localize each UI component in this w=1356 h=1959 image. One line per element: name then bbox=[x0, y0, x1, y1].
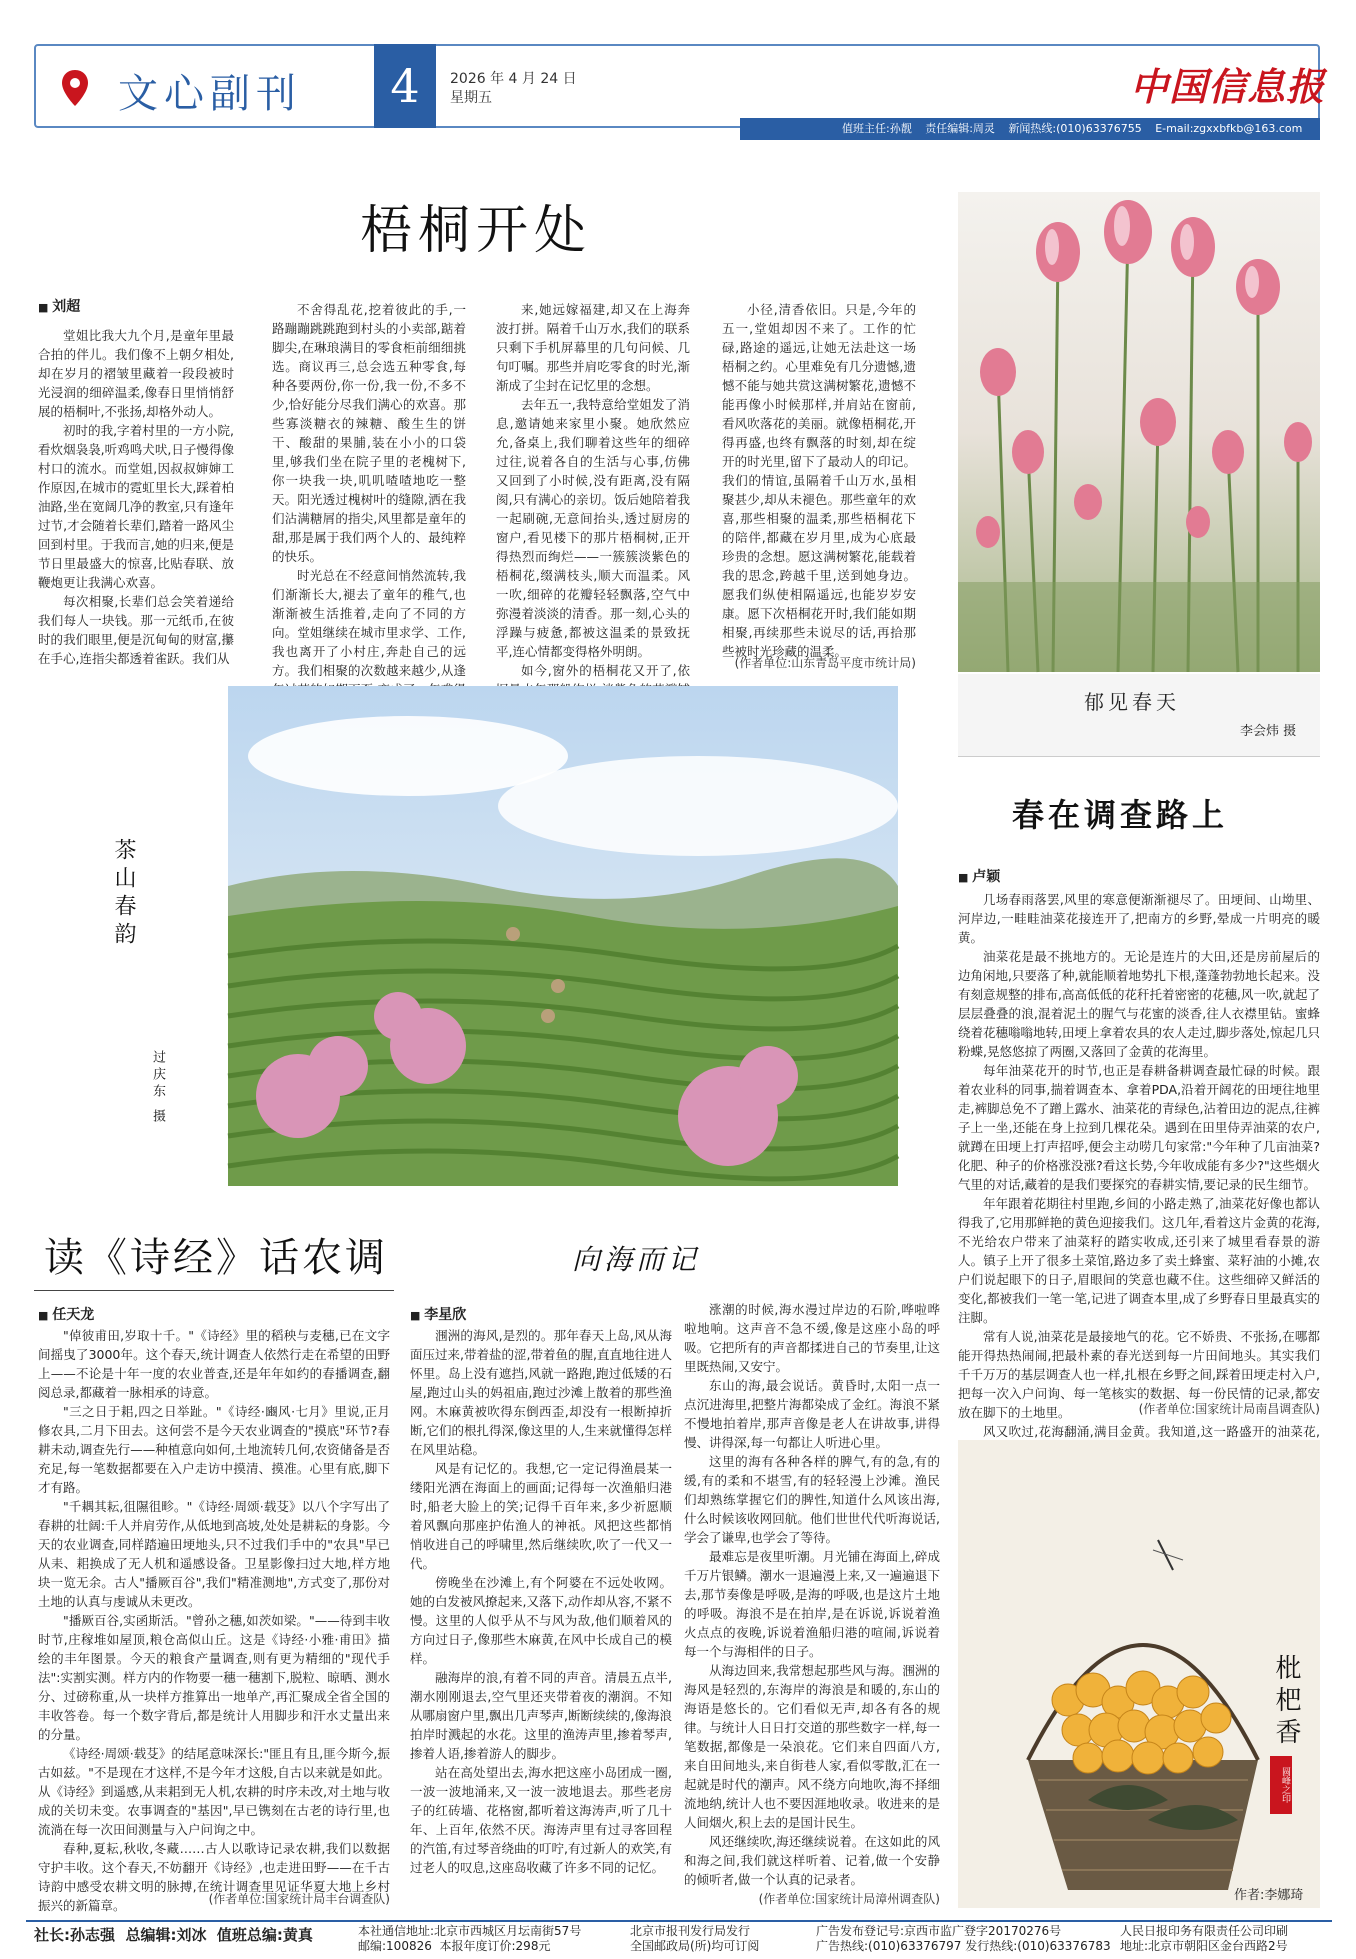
author-affiliation: (作者单位:山东青岛平度市统计局) bbox=[734, 656, 916, 670]
article-author: ■ 刘超 bbox=[38, 296, 80, 316]
issue-date: 2026 年 4 月 24 日 星期五 bbox=[450, 71, 577, 106]
painting-credit: 作者:李娜琦 bbox=[1234, 1888, 1304, 1903]
article-title: 向海而记 bbox=[572, 1243, 701, 1276]
page-number: 4 bbox=[374, 44, 436, 128]
loquat-painting bbox=[958, 1440, 1320, 1908]
photo-credit: 过庆东 摄 bbox=[150, 1050, 165, 1127]
editor-info-bar: 值班主任:孙靓 责任编辑:周灵 新闻热线:(010)63376755 E-mail:zgxxbfkb@163.com bbox=[740, 118, 1320, 140]
author-affiliation: (作者单位:国家统计局丰台调查队) bbox=[208, 1892, 390, 1906]
photo-caption: 茶山春韵 bbox=[111, 838, 136, 950]
section-title: 文心副刊 bbox=[118, 71, 302, 117]
article-title: 读《诗经》话农调 bbox=[44, 1235, 388, 1281]
article-column: 不舍得乱花,挖着彼此的手,一路蹦蹦跳跳跑到村头的小卖部,踮着脚尖,在琳琅满目的零食柜前细细挑选。商议再三,总会选五种零食,每种各要两份,你一份,我一份,不多不少,恰好能分尽我们满心的欢喜。那些寡淡糖衣的辣糖、酸生生的饼干、酸甜的果脯,装在小小的口袋里,够我们坐在院子里的老槐树下,你一块我一块,叽叽喳喳地吃一整天。阳光透过槐树叶的缝隙,洒在我们沾满糖屑的指尖,风里都是童年的甜,那是属于我们两个人的、最纯粹的快乐。 时光总在不经意间悄然流转,我们渐渐长大,褪去了童年的稚气,也渐渐被生活推着,走向了不同的方向。堂姐继续在城市里求学、工作,我也离开了小村庄,奔赴自己的远方。我们相聚的次数越来越少,从逢 bbox=[272, 302, 466, 678]
masthead-logo: 中国信息报 bbox=[1130, 64, 1326, 109]
tea-field-photo bbox=[228, 686, 898, 1186]
article-body: "倬彼甫田,岁取十千。"《诗经》里的稻秧与麦穗,已在文字间摇曳了3000年。这个春天,统计调查人依然行走在希望的田野上——不论是十年一度的农业普查,还是年年如约的春播调查,翻阅总录,都藏着一脉相承的诗意。 "三之日于耜,四之日举趾。"《诗经·豳风·七月》里说,正月修农具,二月下田去。这何尝不是今天农业调查的"摸底"环节?春耕未动,调查先行——种植意向如何,土地流转几何,农资储备是否充足,每一笔数据都要在入户走访中摸清、摸准。心里有底,脚下才有路。 "千耦其耘,徂隰徂畛。"《诗经·周颂·载芟》以八个字写出了春耕的壮阔:千人并肩劳作,从低地到高坡,处处是耕耘的身影。今天的农业调查,同样踏遍田埂地头,只不过我们手中的"农具"早已从耒、耜换成了无人机和遥感设备。卫星影像扫过大地,样方地块一览无余。古人"播厥百谷",我们"精准测地",方式变了,那份对土地的认真与虔诚从未更改。 "播厥百谷,实函斯活。"曾孙之穗,如茨如梁。"——待到丰收时节,庄稼堆如屋顶,粮仓高似山丘。这是《诗经·小雅·甫田》描绘的丰年图景。今天的粮食产量调查,则有更为精细的"现代手法":实割实测。样方内的作物要一穗一穗割下,脱粒、晾晒、测水分、过磅称重,从一块样方推算出一地单产,再汇聚成全省全国的丰收答卷。每一个数字背后,都是统计人用脚步和汗水丈量出来的分量。 《诗经·周颂·载芟》的结尾意味深长:"匪且有且,匪今斯今,振古如兹。"不是现在才这样,不是今年才这般,自古以来就是如此。从《诗经》到遥感,从耒耜到无人机,农耕的时序未改,对土地与收成的关切未变。农事调查的"基因",早已镌刻在古老的诗行里,也流淌在每一次田间测量与入户问询之中。 春种,夏耘,秋收,冬藏……古人以歌诗记录农耕,我们以数据守护丰收。这个春天,不妨翻开《诗经》,也走进田野——在千古诗韵中感受农耕文明的脉搏,在统计调查里见证华夏大地上乡村振兴的新篇章。 bbox=[38, 1328, 390, 1913]
photo-credit: 李会炜 摄 bbox=[1240, 724, 1297, 739]
article-column: 堂姐比我大九个月,是童年里最合拍的伴儿。我们像不上朝夕相处,却在岁月的褶皱里藏着一段段被时光浸润的细碎温柔,像春日里悄悄舒展的梧桐叶,不张扬,却格外动人。 初时的我,字着村里的一方小院,看炊烟袅袅,听鸡鸣犬吠,日子慢得像村口的流水。而堂姐,因叔叔婶婶工作原因,在城市的霓虹里长大,踩着柏油路,坐在宽阔几净的教室,只有逢年过节,才会随着长辈们,踏着一路风尘回到村里。于我而言,她的归来,便是节日里最盛大的惊喜,比贴春联、放鞭炮更让我满心欢喜。 每次相聚,长辈们总会笑着递给我们每人一块钱。那一元纸币,在彼时的我们眼里,便是沉甸甸的财富,攥在手心,连指尖都透着雀跃。我们从 bbox=[38, 328, 234, 666]
article-author: ■ 卢颖 bbox=[958, 866, 1000, 886]
article-column: 小径,清香依旧。只是,今年的五一,堂姐却因不来了。工作的忙碌,路途的遥远,让她无法赴这一场梧桐之约。心里难免有几分遗憾,遗憾不能与她共赏这满树繁花,遗憾不能再像小时候那样,并肩站在窗前,看风吹落花的美丽。就像梧桐花,开得再盛,也终有飘落的时刻,却在绽开的时光里,留下了最动人的印记。我们的情谊,虽隔着千山万水,虽相聚甚少,却从未褪色。那些童年的欢喜,那些相聚的温柔,那些梧桐花下的陪伴,都藏在岁月里,成为心底最珍贵的念想。愿这满树繁花,能载着我的思念,跨越千里,送到她身边。愿我们纵使相隔遥远,也能岁岁安康。愿下次梧桐花开时,我们能如期相聚,再续那些未说尽的话,再拾那些被时光珍藏的温柔。 bbox=[722, 302, 916, 659]
author-affiliation: (作者单位:国家统计局漳州调查队) bbox=[758, 1892, 940, 1906]
location-pin-icon bbox=[60, 68, 90, 108]
photo-caption-box bbox=[958, 674, 1320, 757]
article-body: 几场春雨落罢,风里的寒意便渐渐褪尽了。田埂间、山坳里、河岸边,一畦畦油菜花接连开了,把南方的乡野,晕成一片明亮的暖黄。 油菜花是最不挑地方的。无论是连片的大田,还是房前屋后的边角闲地,只要落了种,就能顺着地势扎下根,蓬蓬勃勃地长起来。没有刻意规整的排布,高高低低的花秆托着密密的花穗,风一吹,就起了层层叠叠的浪,混着泥土的腥气与花蜜的淡香,往人衣襟里钻。蜜蜂绕着花穗嗡嗡地转,田埂上拿着农具的农人走过,脚步落处,惊起几只粉蝶,晃悠悠掠了两圈,又落回了金黄的花海里。 每年油菜花开的时节,也正是春耕备耕调查最忙碌的时候。跟着农业科的同事,揣着调查本、拿着PDA,沿着开阔花的田埂往地里走,裤脚总免不了蹭上露水、油菜花的青绿色,沾着田边的泥点,往裤子上一坐,还能在身上拉到几棵花朵。遇到在田里侍弄油菜的农户,就蹲在田埂上打声招呼,便会主动唠几句家常:"今年种了几亩油菜?化肥、种子的价格涨没涨?看这长势,今年收成能有多少?"这些烟火气里的对话,藏着的是我们要探究的春耕实情,要记录的民生细节。 年年跟着花期往村里跑,乡间的小路走熟了,油菜花好像也都认得我了,它用那鲜艳的黄色迎接我们。这几年,看着这片金黄的花海,不光给农户带来了油菜籽的踏实收成,还引来了城里看春景的游人。镇子上开了很多土菜馆,路边多了卖土蜂蜜、菜籽油的小摊,农户们说起眼下的日子,眉眼间的笑意也藏不住。这些细碎又鲜活的变化,都被我们一笔一笔,记进了调查本里,成了乡野春日里最真实的注脚。 常有人说,油菜花是最接地气的花。它不娇贵、不张扬,在哪都能开得热热闹闹,把最朴素的春光送到每一片田间地头。其实我们千千万万的基层调查人也一样,扎根在乡野之间,踩着田埂走村入户,把每一次入户问询、每一笔核实的数据、每一份民情的记录,都安放在脚下的土地里。 风又吹过,花海翻涌,满目金黄。我知道,这一路盛开的油菜花, bbox=[958, 892, 1320, 1439]
article-column: 来,她远嫁福建,却又在上海奔波打拼。隔着千山万水,我们的联系只剩下手机屏幕里的几句问候、几句叮嘱。那些并肩吃零食的时光,渐渐成了尘封在记忆里的念想。 去年五一,我特意给堂姐发了消息,邀请她来家里小聚。她欣然应允,备桌上,我们聊着这些年的细碎过往,说着各自的生活与心事,仿佛又回到了小时候,没有距离,没有隔阂,只有满心的亲切。饭后她陪着我一起刷碗,无意间抬头,透过厨房的窗户,看见楼下的那片梧桐树,正开得热烈而绚烂——一簇簇淡紫色的梧桐花,缀满枝头,顺大而温柔。风一吹,细碎的花瓣轻轻飘落,空气中弥漫着淡淡的清香。那一刻,心头的浮躁与疲惫,都被这温柔的景致抚平,连心情都变得格外明朗。 如今,窗外的梧桐花又开了,依 bbox=[496, 302, 690, 678]
article-author: ■ 任天龙 bbox=[38, 1304, 94, 1324]
article-author: ■ 李星欣 bbox=[410, 1304, 466, 1324]
article-column: 涠洲的海风,是烈的。那年春天上岛,风从海面压过来,带着盐的涩,带着鱼的腥,直直地往进人怀里。岛上没有遮挡,风就一路跑,跑过低矮的石屋,跑过山头的妈祖庙,跑过沙滩上散着的那些渔网。木麻黄被吹得东倒西歪,却没有一根断掉折断,它们的根扎得深,像这里的人,生来就懂得怎样在风里站稳。 风是有记忆的。我想,它一定记得渔晨某一缕阳光洒在海面上的画面;记得每一次渔船归港时,船老大脸上的笑;记得千百年来,多少祈愿顺着风飘向那座护佑渔人的神祇。风把这些都悄悄收进自己的呼啸里,然后继续吹,吹了一代又一代。 傍晚坐在沙滩上,有个阿婆在不远处收网。她的白发被风撩起来,又落下,动作却从容,不紧不慢。这里的人似乎从不与风为敌,他们顺着风的方向过日子,像那些木麻黄,在风中长成自己的模样。 融海岸的浪,有着不同的声音。清晨五点半,潮水刚刚退去,空气里还夹带着夜的潮润。不知从哪扇窗户里,飘出几声琴声,断断续续的,像海浪拍岸时溅起的水花。这里的渔涛声里,掺着琴声,掺着人语,掺着游人的脚步。 站在高处望出去,海水把这座小岛团成一圈,一波一波地涌来,又一波一波地退去。那些老房子的红砖墙、花格窗,都听着这海涛声,听了几十年、上百年,依然不厌。海涛声里有过寻客回程的汽笛,有过琴音绕曲的叮咛,有过新人的欢笑,有过老人的叹息,这座岛收藏了许多不同的记忆。 bbox=[410, 1328, 672, 1875]
article-title: 梧桐开处 bbox=[360, 201, 593, 261]
photo-caption: 郁见春天 bbox=[1084, 690, 1180, 714]
article-title: 春在调查路上 bbox=[1012, 796, 1229, 834]
tulip-photo bbox=[958, 192, 1320, 672]
author-affiliation: (作者单位:国家统计局南昌调查队) bbox=[1138, 1402, 1320, 1416]
page-footer: 社长:孙志强 总编辑:刘冰 值班总编:黄真 本社通信地址:北京市西城区月坛南街57号 邮编:100826 本报年度订价:298元 北京市报刊发行局发行 全国邮政局(所)均可订阅 广告发布登记号:京西市监广登字20170276号 广告热线:(010)63376797 发行热线:(010)63376783 人民日报印务有限责任公司印刷 地址:北京市朝阳区金台西路2号 bbox=[26, 1920, 1332, 1954]
article-column: 涨潮的时候,海水漫过岸边的石阶,哗啦哗啦地响。这声音不急不缓,像是这座小岛的呼吸。它把所有的声音都揉进自己的节奏里,让这里既热闹,又安宁。 东山的海,最会说话。黄昏时,太阳一点一点沉进海里,把整片海都染成了金红。海浪不紧不慢地拍着岸,那声音像是老人在讲故事,讲得慢、讲得深,每一句都让人听进心里。 这里的海有各种各样的脾气,有的急,有的缓,有的柔和不堪雪,有的轻轻漫上沙滩。渔民们却熟练掌握它们的脾性,知道什么风该出海,什么时候该收网回航。他们世世代代听海说话,学会了谦卑,也学会了等待。 最难忘是夜里听潮。月光铺在海面上,碎成千万片银鳞。潮水一退遍漫上来,又一遍遍退下去,那节奏像是呼吸,是海的呼吸,也是这片土地的呼吸。海浪不是在拍岸,是在诉说,诉说着渔火点点的夜晚,诉说着渔船归港的喧闹,诉说着每一个与海相伴的日子。 从海边回来,我常想起那些风与海。涠洲的海风是轻烈的,东海岸的海浪是和暖的,东山的海语是悠长的。它们看似无声,却各有各的规律。与统计人日日打交道的那些数字一样,每一笔数据,都像是一朵浪花。它们来自四面八方,来自田间地头,来自街巷人家,看似零散,汇在一起就是时代的潮声。风不绕方向地吹,海不择细流地纳,统计人也不要因涯地收录。收进来的是人间烟火,积上去的是国计民生。 风还继续吹,海还继续说着。在这如此的风和海之间,我们就这样听着、记着,做一个安静的倾听者,做一个认真的记录者。 bbox=[684, 1302, 940, 1887]
painting-seal: 圆峰之印 bbox=[1270, 1756, 1292, 1814]
divider bbox=[34, 1290, 394, 1291]
painting-title: 枇杷香 bbox=[1271, 1654, 1301, 1750]
